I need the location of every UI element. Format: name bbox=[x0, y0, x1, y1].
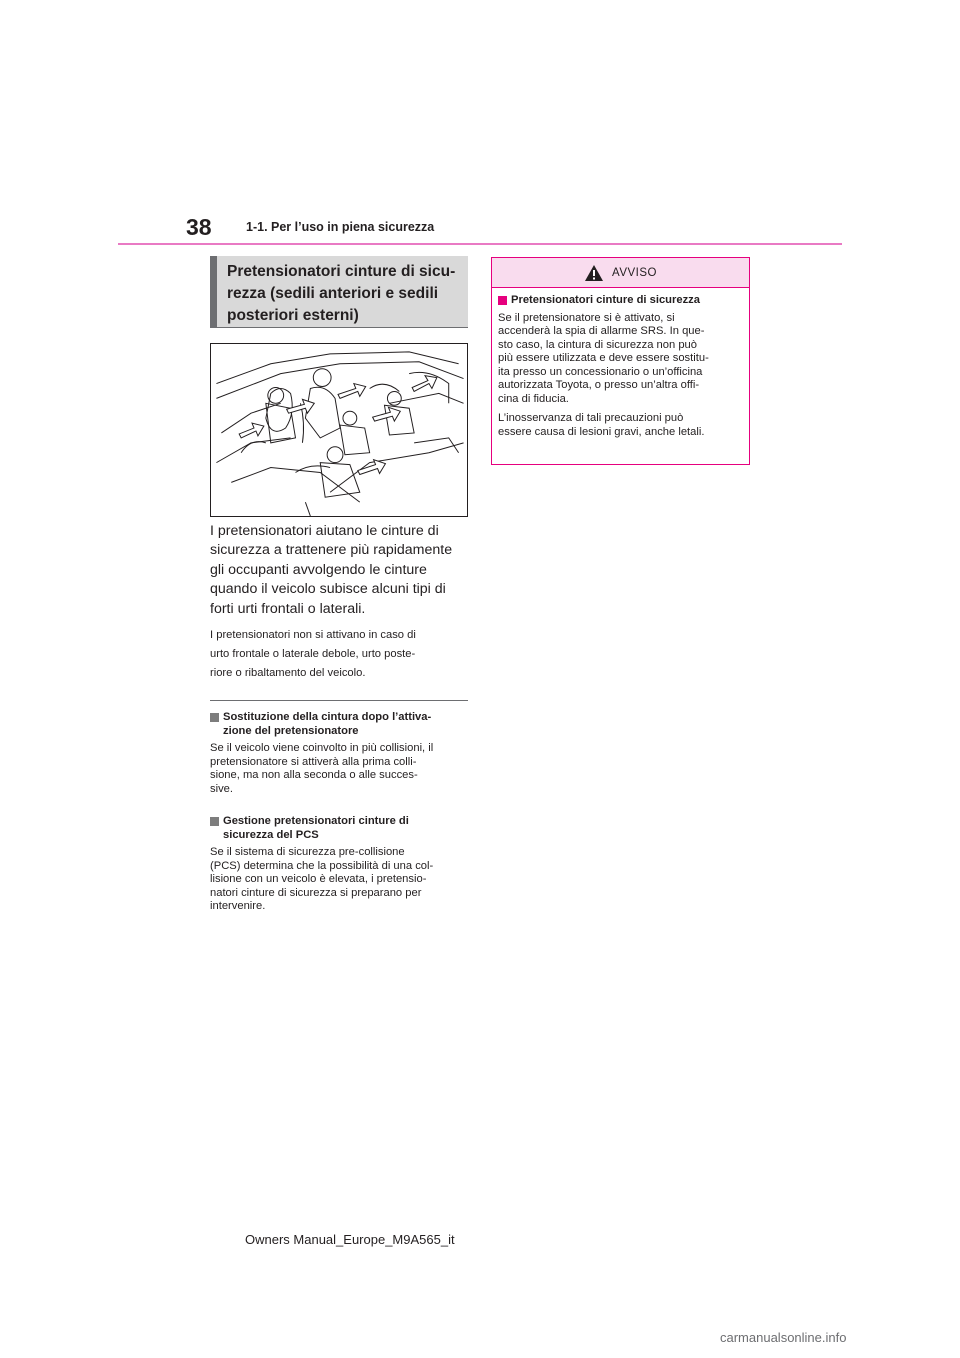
pcs-body-line: lisione con un veicolo è elevata, i pretensio- bbox=[210, 873, 427, 885]
replacement-body bbox=[210, 742, 472, 796]
pcs-title bbox=[210, 815, 472, 842]
pcs-section bbox=[210, 815, 472, 914]
replacement-section bbox=[210, 711, 472, 796]
square-bullet-icon bbox=[210, 817, 219, 826]
pcs-title-line: sicurezza del PCS bbox=[223, 828, 319, 841]
warning-line: ita presso un concessionario o un’officina bbox=[498, 365, 703, 378]
warning-title: AVVISO bbox=[612, 266, 657, 279]
note-text bbox=[210, 626, 472, 683]
intro-line: sicurezza a trattenere più rapidamente bbox=[210, 542, 453, 559]
pcs-body-line: Se il sistema di sicurezza pre-collisione bbox=[210, 846, 405, 858]
warning-line: L’inosservanza di tali precauzioni può bbox=[498, 412, 684, 424]
warning-item-title-text: Pretensionatori cinture di sicurezza bbox=[511, 294, 700, 306]
intro-line: I pretensionatori aiutano le cinture di bbox=[210, 523, 439, 539]
replacement-title-line: zione del pretensionatore bbox=[223, 724, 359, 737]
warning-line: autorizzata Toyota, o presso un’altra offi- bbox=[498, 379, 700, 391]
section-title: 1-1. Per l’uso in piena sicurezza bbox=[246, 220, 435, 234]
warning-header bbox=[492, 258, 749, 288]
footer: Owners Manual_Europe_M9A565_it bbox=[245, 1232, 455, 1247]
warning-box bbox=[491, 257, 750, 465]
warning-line: sto caso, la cintura di sicurezza non può bbox=[498, 338, 697, 351]
replacement-body-line: Se il veicolo viene coinvolto in più collisioni, il bbox=[210, 742, 434, 754]
section-heading bbox=[210, 256, 468, 328]
intro-line: gli occupanti avvolgendo le cinture bbox=[210, 561, 427, 578]
replacement-body-line: pretensionatore si attiverà alla prima colli- bbox=[210, 755, 417, 768]
warning-content bbox=[492, 288, 749, 439]
heading-line: rezza (sedili anteriori e sedili bbox=[227, 285, 439, 302]
page-number: 38 bbox=[186, 214, 212, 240]
pcs-body-line: natori cinture di sicurezza si preparano per bbox=[210, 886, 422, 899]
warning-paragraph bbox=[498, 312, 741, 407]
pcs-body bbox=[210, 846, 472, 914]
intro-line: forti urti frontali o laterali. bbox=[210, 600, 366, 617]
note-line: I pretensionatori non si attivano in caso di bbox=[210, 629, 416, 641]
warning-item-title bbox=[498, 294, 741, 308]
warning-line: essere causa di lesioni gravi, anche letali. bbox=[498, 425, 705, 438]
header-rule bbox=[118, 243, 842, 245]
warning-line: Se il pretensionatore si è attivato, si bbox=[498, 311, 675, 324]
heading-line: posteriori esterni) bbox=[227, 307, 359, 324]
note-line: riore o ribaltamento del veicolo. bbox=[210, 667, 366, 679]
warning-paragraph bbox=[498, 412, 741, 439]
warning-line: più essere utilizzata e deve essere sostitu- bbox=[498, 352, 709, 364]
watermark: carmanualsonline.info bbox=[720, 1330, 847, 1345]
car-interior-drawing bbox=[211, 344, 467, 516]
note-line: urto frontale o laterale debole, urto poste- bbox=[210, 648, 416, 660]
replacement-body-line: sione, ma non alla seconda o alle succes- bbox=[210, 769, 418, 781]
divider bbox=[210, 700, 468, 701]
pcs-body-line: (PCS) determina che la possibilità di una col- bbox=[210, 859, 434, 872]
intro-text bbox=[210, 522, 472, 619]
square-bullet-icon bbox=[210, 713, 219, 722]
warning-line: accenderà la spia di allarme SRS. In que- bbox=[498, 325, 705, 337]
square-bullet-icon bbox=[498, 296, 507, 305]
replacement-title bbox=[210, 711, 472, 738]
heading-line: Pretensionatori cinture di sicu- bbox=[227, 263, 456, 280]
pcs-body-line: intervenire. bbox=[210, 900, 266, 912]
warning-line: cina di fiducia. bbox=[498, 392, 569, 405]
replacement-title-line: Sostituzione della cintura dopo l’attiva- bbox=[223, 711, 432, 723]
intro-line: quando il veicolo subisce alcuni tipi di bbox=[210, 581, 446, 598]
warning-triangle-icon bbox=[584, 264, 604, 282]
replacement-body-line: sive. bbox=[210, 782, 234, 795]
pcs-title-line: Gestione pretensionatori cinture di bbox=[223, 815, 409, 827]
seatbelt-pretensioner-illustration bbox=[210, 343, 468, 517]
